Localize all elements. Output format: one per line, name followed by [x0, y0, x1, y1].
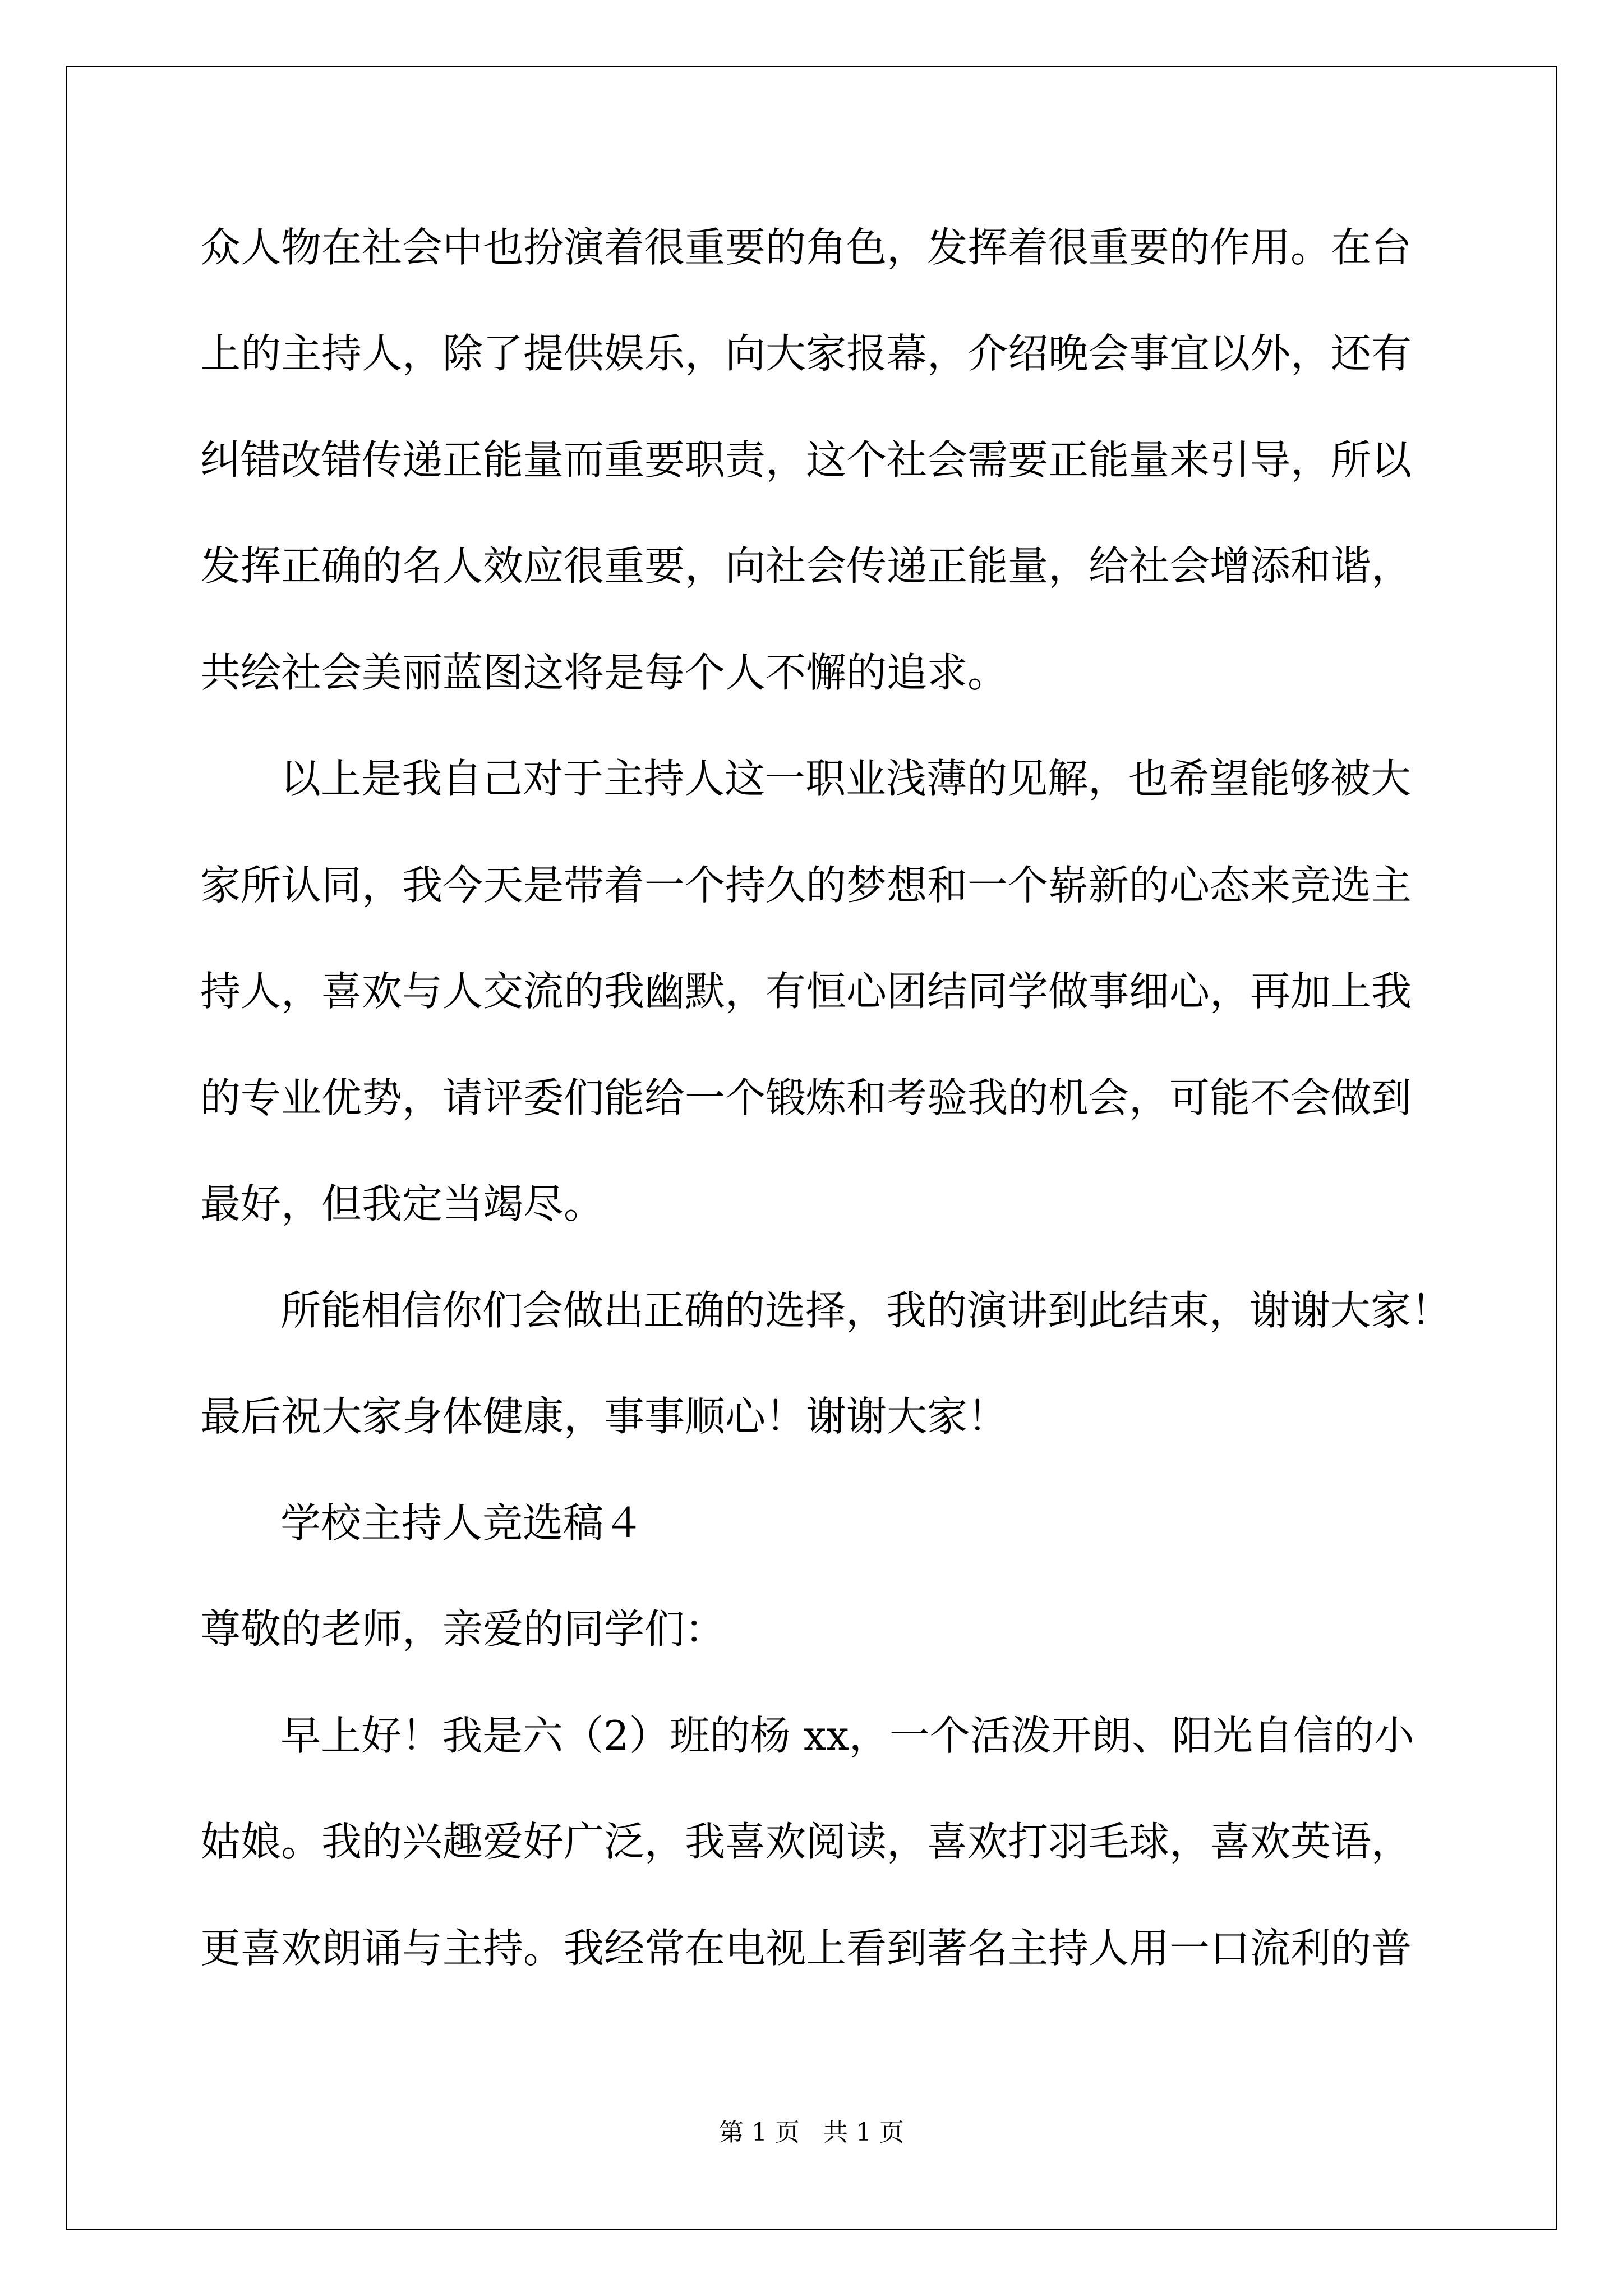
section-heading: 学校主持人竞选稿４ [280, 1499, 644, 1547]
text-line: 持人，喜欢与人交流的我幽默，有恒心团结同学做事细心，再加上我 [200, 968, 1412, 1015]
page-border [66, 66, 1557, 2230]
page-number-footer: 第 1 页 共 1 页 [719, 2118, 904, 2147]
text-line: 众人物在社会中也扮演着很重要的角色，发挥着很重要的作用。在台 [200, 224, 1412, 271]
text-line: 姑娘。我的兴趣爱好广泛，我喜欢阅读，喜欢打羽毛球，喜欢英语， [200, 1818, 1412, 1865]
text-line: 上的主持人，除了提供娱乐，向大家报幕，介绍晚会事宜以外，还有 [200, 330, 1412, 377]
text-line: 家所认同，我今天是带着一个持久的梦想和一个崭新的心态来竞选主 [200, 862, 1412, 909]
text-line: 更喜欢朗诵与主持。我经常在电视上看到著名主持人用一口流利的普 [200, 1925, 1412, 1972]
text-line: 纠错改错传递正能量而重要职责，这个社会需要正能量来引导，所以 [200, 436, 1412, 484]
text-line: 发挥正确的名人效应很重要，向社会传递正能量，给社会增添和谐， [200, 542, 1412, 590]
paragraph-start-line: 以上是我自己对于主持人这一职业浅薄的见解，也希望能够被大 [280, 755, 1412, 802]
salutation: 尊敬的老师，亲爱的同学们： [200, 1605, 726, 1653]
text-line: 共绘社会美丽蓝图这将是每个人不懈的追求。 [200, 649, 1008, 696]
text-line: 最好，但我定当竭尽。 [200, 1180, 605, 1227]
text-line: 最后祝大家身体健康，事事顺心！谢谢大家！ [200, 1393, 1008, 1440]
paragraph-start-line: 所能相信你们会做出正确的选择，我的演讲到此结束，谢谢大家！ [280, 1287, 1452, 1334]
paragraph-start-line: 早上好！我是六（2）班的杨 xx，一个活泼开朗、阳光自信的小 [280, 1712, 1414, 1759]
text-line: 的专业优势，请评委们能给一个锻炼和考验我的机会，可能不会做到 [200, 1074, 1412, 1121]
